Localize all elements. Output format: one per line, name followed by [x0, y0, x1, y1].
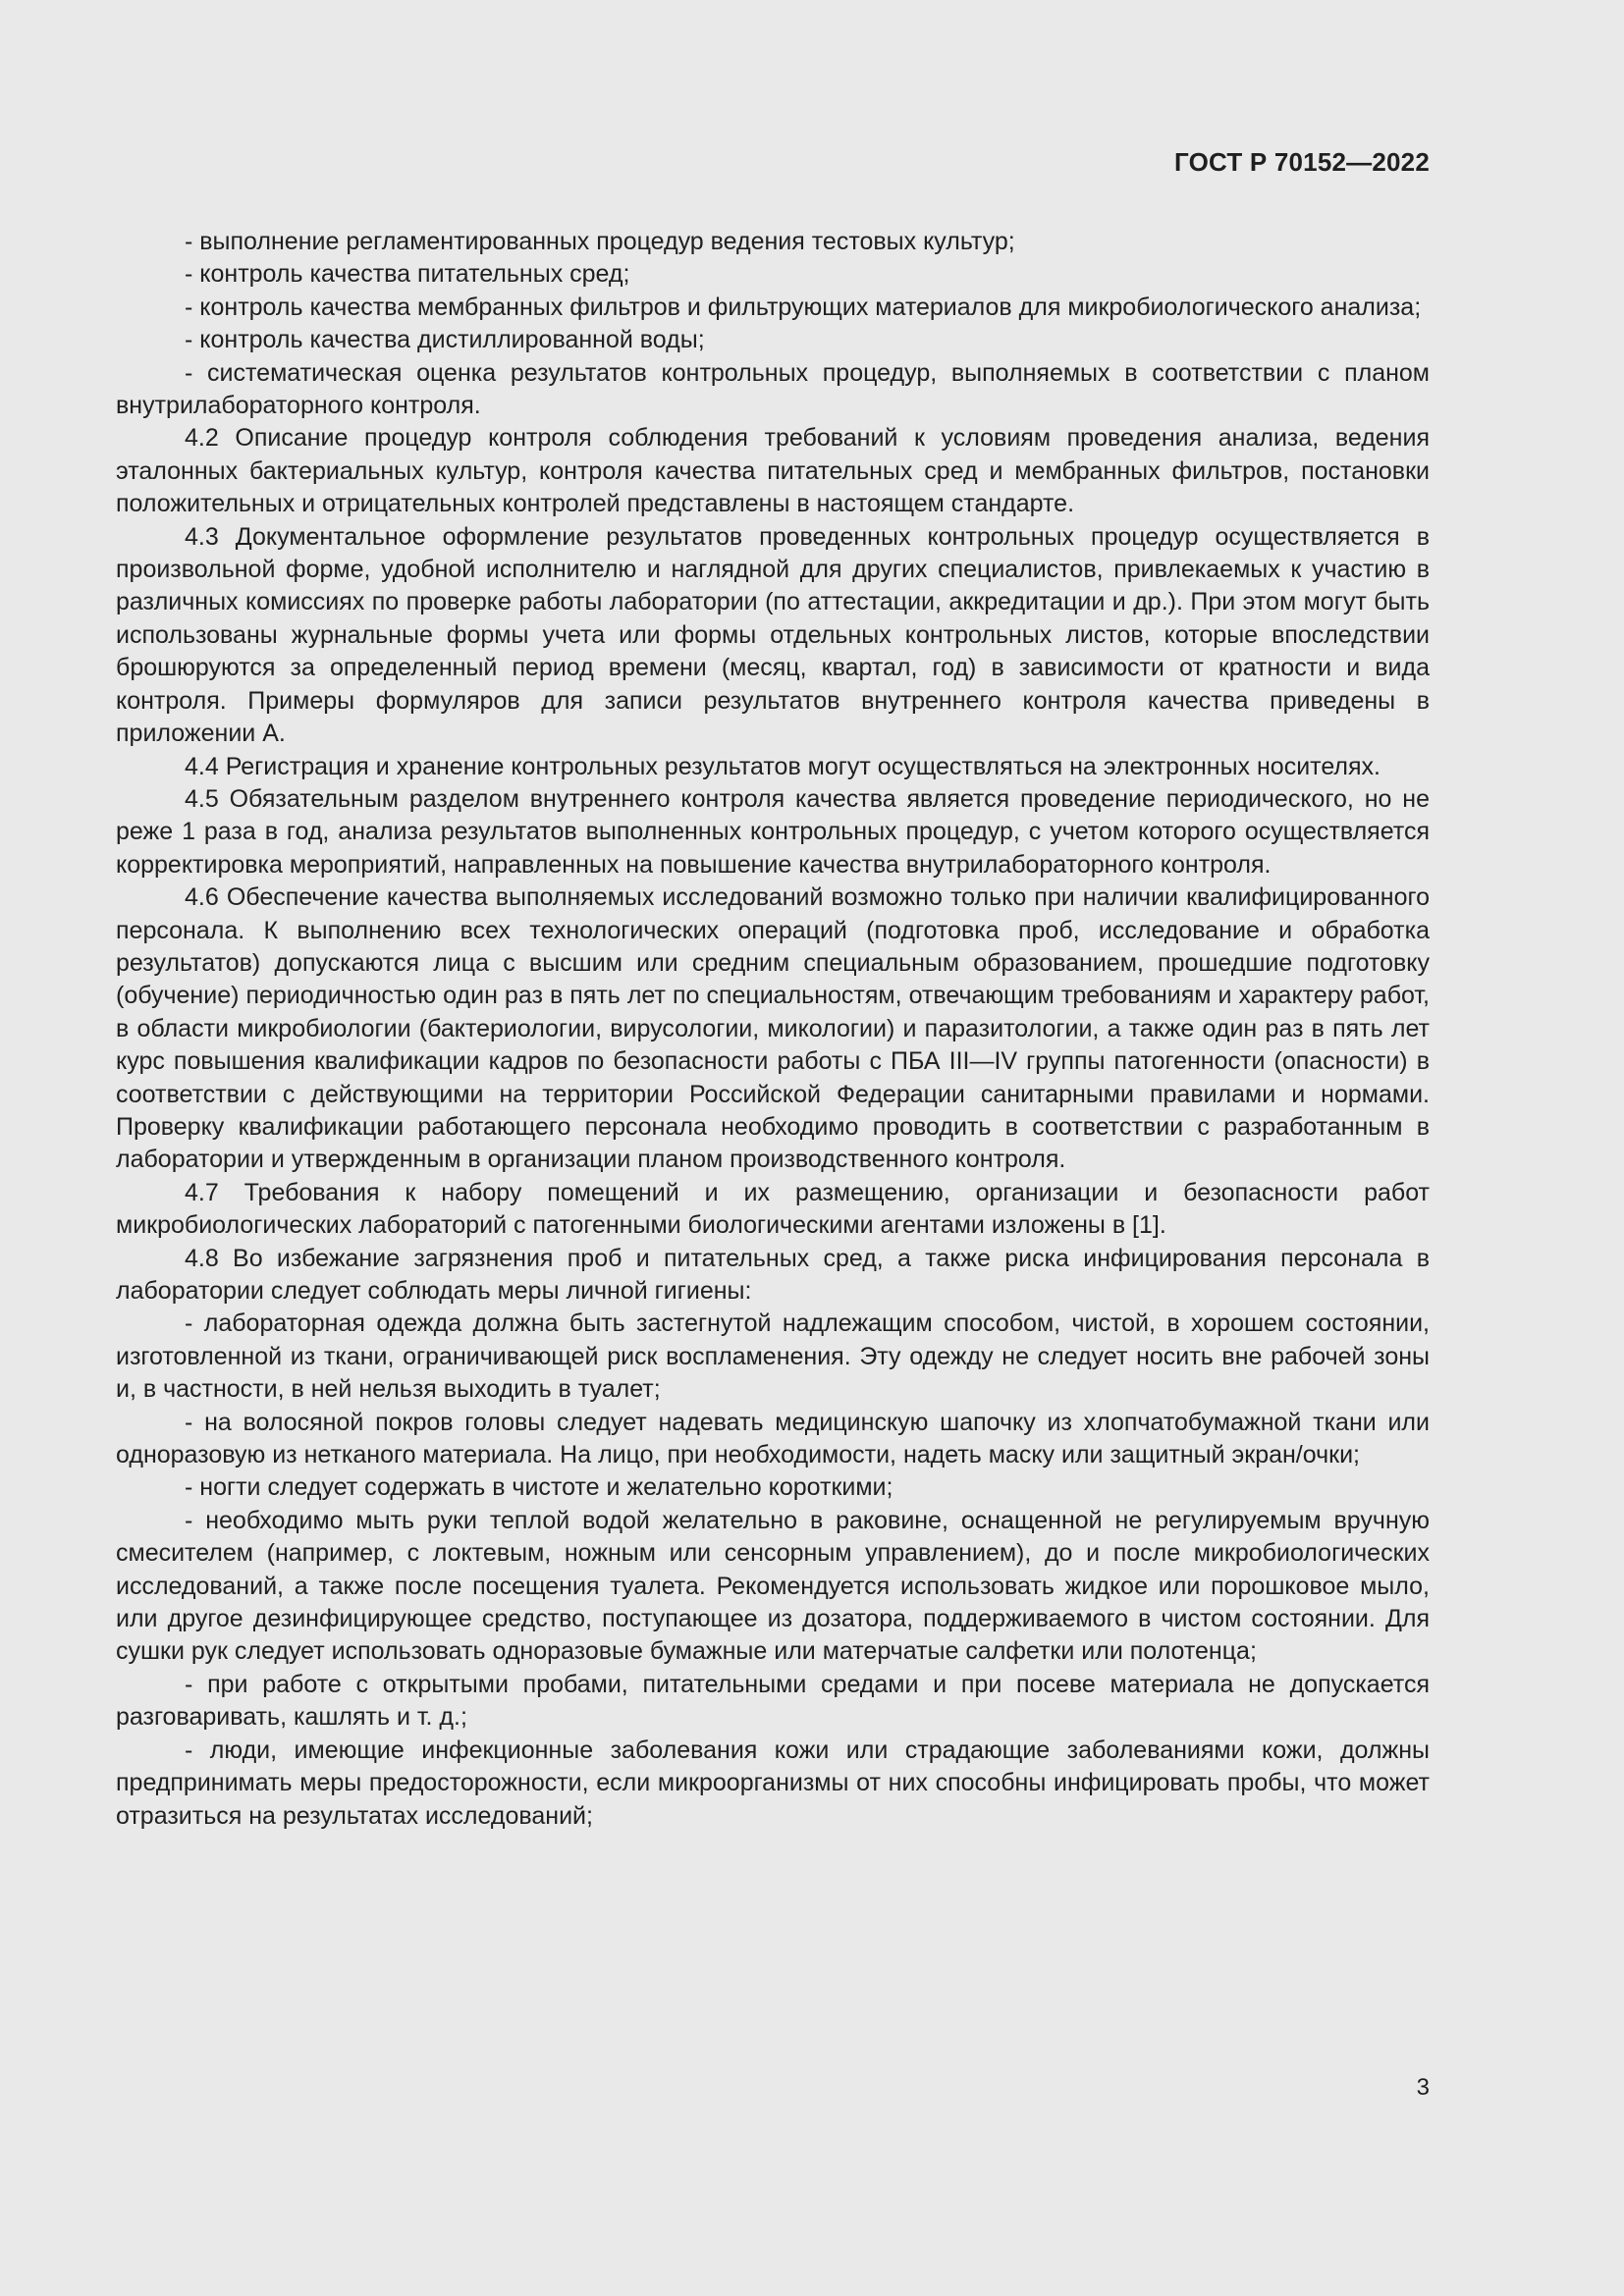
list-item: - ногти следует содержать в чистоте и желательно короткими;	[185, 1473, 893, 1502]
list-item: - люди, имеющие инфекционные заболевания кожи или страдающие заболеваниями кожи, должны предпринимать меры предосторожности, если микроорганизмы от них способны инфицировать пробы, что может отразиться на результатах исследований;	[116, 1735, 1430, 1830]
list-item: - при работе с открытыми пробами, питательными средами и при посеве материала не допускается разговаривать, кашлять и т. д.;	[116, 1670, 1430, 1732]
list-item: - лабораторная одежда должна быть застегнутой надлежащим способом, чистой, в хорошем состоянии, изготовленной из ткани, ограничивающей риск воспламенения. Эту одежду не следует носить вне рабочей зоны и, в частности, в ней нельзя выходить в туалет;	[116, 1309, 1430, 1404]
page-number: 3	[1416, 2074, 1430, 2101]
clause-4-2: 4.2 Описание процедур контроля соблюдения требований к условиям проведения анализа, ведения эталонных бактериальных культур, контроля качества питательных сред и мембранных фильтров, постановки положительных и отрицательных контролей представлены в настоящем стандарте.	[116, 424, 1430, 518]
document-code: ГОСТ Р 70152—2022	[1174, 147, 1430, 177]
clause-4-8: 4.8 Во избежание загрязнения проб и питательных сред, а также риска инфицирования персонала в лаборатории следует соблюдать меры личной гигиены:	[116, 1244, 1430, 1305]
list-item: - необходимо мыть руки теплой водой желательно в раковине, оснащенной не регулируемым вручную смесителем (например, с локтевым, ножным или сенсорным управлением), до и после микробиологических исследований, а также после посещения туалета. Рекомендуется использовать жидкое или порошковое мыло, или другое дезинфицирующее средство, поступающее из дозатора, поддерживаемого в чистом состоянии. Для сушки рук следует использовать одноразовые бумажные или матерчатые салфетки или полотенца;	[116, 1506, 1430, 1666]
clause-4-5: 4.5 Обязательным разделом внутреннего контроля качества является проведение периодического, но не реже 1 раза в год, анализа результатов выполненных контрольных процедур, с учетом которого осуществляется корректировка мероприятий, направленных на повышение качества внутрилабораторного контроля.	[116, 784, 1430, 879]
list-item: - контроль качества питательных сред;	[185, 260, 630, 289]
list-item: - выполнение регламентированных процедур ведения тестовых культур;	[185, 228, 1015, 255]
clause-4-4: 4.4 Регистрация и хранение контрольных результатов могут осуществляться на электронных носителях.	[185, 752, 1380, 780]
document-body	[116, 226, 1430, 1833]
list-item: - контроль качества дистиллированной воды;	[185, 326, 705, 354]
clause-4-3: 4.3 Документальное оформление результатов проведенных контрольных процедур осуществляется в произвольной форме, удобной исполнителю и наглядной для других специалистов, привлекаемых к участию в различных комиссиях по проверке работы лаборатории (по аттестации, аккредитации и др.). При этом могут быть использованы журнальные формы учета или формы отдельных контрольных листов, которые впоследствии брошюруются за определенный период времени (месяц, квартал, год) в зависимости от кратности и вида контроля. Примеры формуляров для записи результатов внутреннего контроля качества приведены в приложении А.	[116, 522, 1430, 748]
clause-4-6: 4.6 Обеспечение качества выполняемых исследований возможно только при наличии квалифицированного персонала. К выполнению всех технологических операций (подготовка проб, исследование и обработка результатов) допускаются лица с высшим или средним специальным образованием, прошедшие подготовку (обучение) периодичностью один раз в пять лет по специальностям, отвечающим требованиям и характеру работ, в области микробиологии (бактериологии, вирусологии, микологии) и паразитологии, а также один раз в пять лет курс повышения квалификации кадров по безопасности работы с ПБА III—IV группы патогенности (опасности) в соответствии с действующими на территории Российской Федерации санитарными правилами и нормами. Проверку квалификации работающего персонала необходимо проводить в соответствии с разработанным в лаборатории и утвержденным в организации планом производственного контроля.	[116, 883, 1430, 1174]
list-item: - контроль качества мембранных фильтров и фильтрующих материалов для микробиологического анализа;	[185, 293, 1422, 321]
clause-4-7: 4.7 Требования к набору помещений и их размещению, организации и безопасности работ микробиологических лабораторий с патогенными биологическими агентами изложены в [1].	[116, 1178, 1430, 1240]
list-item: - систематическая оценка результатов контрольных процедур, выполняемых в соответствии с планом внутрилабораторного контроля.	[116, 358, 1430, 420]
list-item: - на волосяной покров головы следует надевать медицинскую шапочку из хлопчатобумажной ткани или одноразовую из нетканого материала. На лицо, при необходимости, надеть маску или защитный экран/очки;	[116, 1408, 1430, 1469]
